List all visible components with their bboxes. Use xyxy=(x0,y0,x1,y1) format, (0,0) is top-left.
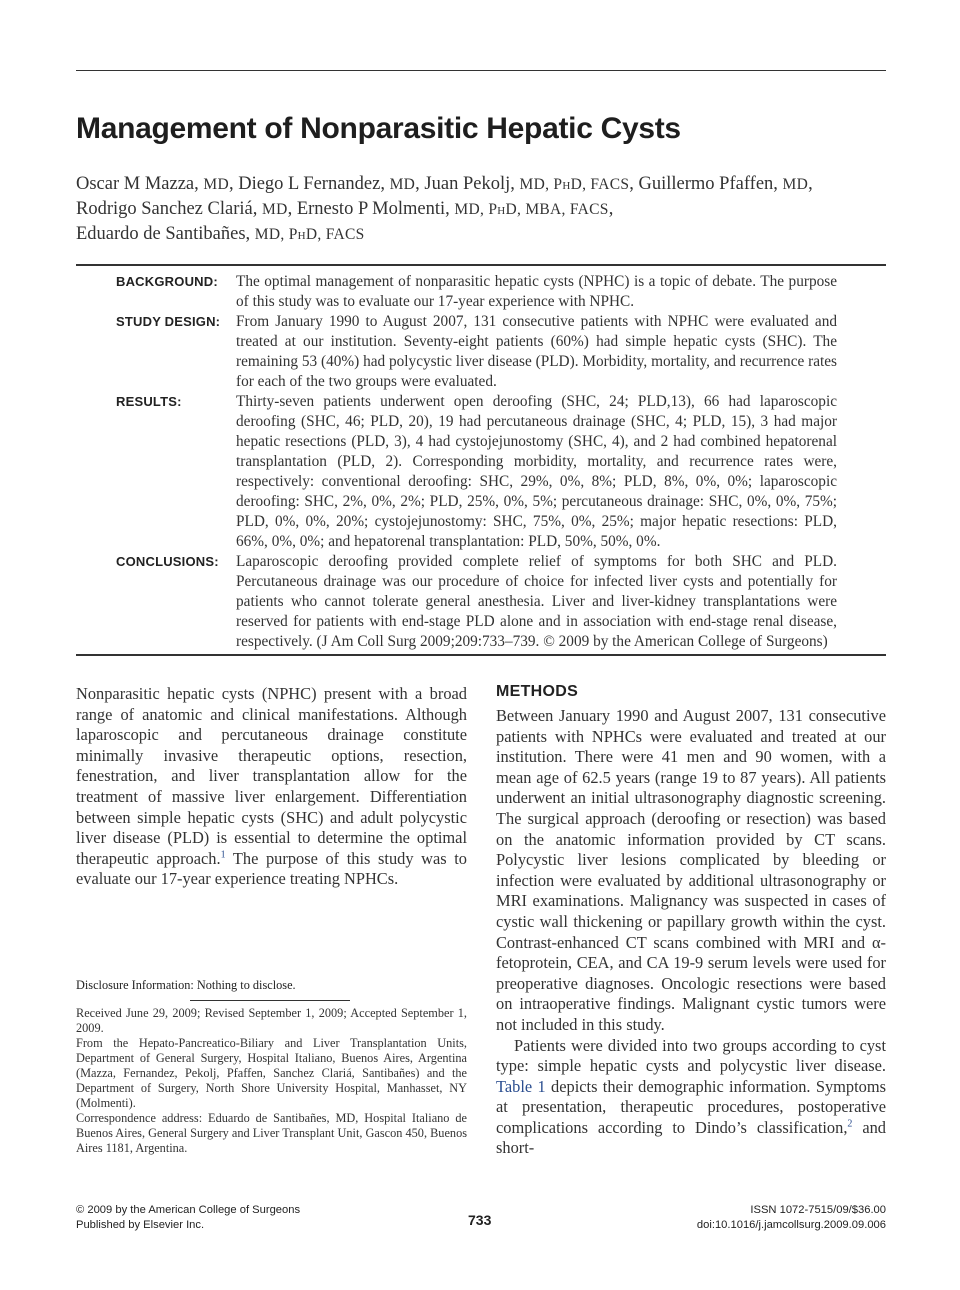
correspondence-address: Correspondence address: Eduardo de Santibañes, MD, Hospital Italiano de Buenos Aires, General Surgery and Liver Transplant Unit, Gascon 450, Buenos Aires 1181, Argentina. xyxy=(76,1111,467,1155)
methods-paragraph-2: Patients were divided into two groups according to cyst type: simple hepatic cysts and polycystic liver disease. Table 1 depicts their demographic information. Symptoms at presentation, therapeutic procedures, postoperative complications according to Dindo’s classification,$^2$ and short- xyxy=(496,1035,886,1158)
article-footnotes xyxy=(76,1006,467,1156)
conclusions-label: CONCLUSIONS: xyxy=(116,554,219,569)
results-label: RESULTS: xyxy=(116,394,182,409)
author-line-3: Eduardo de Santibañes, MD, PhD, FACS xyxy=(76,224,365,244)
study-design-text: From January 1990 to August 2007, 131 consecutive patients with NPHC were evaluated and treated at our institution. Seventy-eight patients (60%) had simple hepatic cysts (SHC). The remaining 53 (40%) had polycystic liver disease (PLD). Morbidity, mortality, and recurrence rates for each of the two groups were evaluated. xyxy=(236,313,837,390)
reference-2-link[interactable]: 2 xyxy=(847,1118,853,1130)
page-footer xyxy=(76,1203,886,1235)
methods-body xyxy=(496,706,886,1159)
author-line-1: Oscar M Mazza, MD, Diego L Fernandez, MD, Juan Pekolj, MD, PhD, FACS, Guillermo Pfaffen, MD, xyxy=(76,174,813,194)
top-rule xyxy=(76,70,886,71)
reference-1-link[interactable]: 1 xyxy=(220,849,226,861)
abstract-box xyxy=(76,264,886,656)
methods-heading: METHODS xyxy=(496,683,579,700)
author-list xyxy=(76,172,886,247)
background-text: The optimal management of nonparasitic hepatic cysts (NPHC) is a topic of debate. The purpose of this study was to evaluate our 17-year experience with NPHC. xyxy=(236,273,837,310)
introduction-paragraph: Nonparasitic hepatic cysts (NPHC) present with a broad range of anatomic and clinical manifestations. Although laparoscopic and percutaneous drainage constitute minimally invasive therapeutic options, resection, fenestration, and liver transplantation allow for the treatment of massive liver enlargement. Differentiation between simple hepatic cysts (SHC) and adult polycystic liver disease (PLD) is essential to determine the optimal therapeutic approach.$^1$ The purpose of this study was to evaluate our 17-year experience treating NPHCs. xyxy=(76,684,467,889)
footnote-rule xyxy=(190,1000,350,1001)
doi[interactable]: doi:10.1016/j.jamcollsurg.2009.09.006 xyxy=(696,1219,886,1231)
article-title: Management of Nonparasitic Hepatic Cysts xyxy=(76,112,681,145)
author-line-2: Rodrigo Sanchez Clariá, MD, Ernesto P Molmenti, MD, PhD, MBA, FACS, xyxy=(76,199,614,219)
table-1-link[interactable]: Table 1 xyxy=(496,1076,546,1096)
conclusions-text: Laparoscopic deroofing provided complete relief of symptoms for both SHC and PLD. Percutaneous drainage was our procedure of choice for infected liver cysts and potentially for patients who cannot tolerate general anesthesia. Liver and liver-kidney transplantations were reserved for patients with end-stage PLD alone and in association with end-stage renal disease, respectively. (J Am Coll Surg 2009;209:733–739. © 2009 by the American College of Surgeons) xyxy=(236,553,837,650)
page-number: 733 xyxy=(468,1212,492,1228)
issn: ISSN 1072-7515/09/$36.00 xyxy=(750,1204,886,1216)
publisher-name: Published by Elsevier Inc. xyxy=(76,1219,205,1231)
footer-right xyxy=(697,1203,886,1233)
study-design-label: STUDY DESIGN: xyxy=(116,314,221,329)
received-dates: Received June 29, 2009; Revised September 1, 2009; Accepted September 1, 2009. xyxy=(76,1006,467,1035)
results-text: Thirty-seven patients underwent open deroofing (SHC, 24; PLD,13), 66 had laparoscopic deroofing (SHC, 46; PLD, 20), 19 had percutaneous drainage (SHC, 4; PLD, 15), 3 had major hepatic resections (PLD, 3), 4 had cystojejunostomy (SHC, 4), and 2 had combined hepatorenal transplantation (PLD, 2). Corresponding morbidity, mortality, and recurrence rates were, respectively: conventional deroofing: SHC, 29%, 0%, 8%; PLD, 8%, 0%, 0%; laparoscopic deroofing: SHC, 2%, 0%, 2%; PLD, 25%, 0%, 5%; percutaneous drainage: SHC, 0%, 0%, 75%; PLD, 0%, 0%, 20%; cystojejunostomy: SHC, 75%, 0%, 25%; major hepatic resections: PLD, 66%, 0%, 0%; and hepatorenal transplantation: PLD, 50%, 50%, 0%. xyxy=(236,393,837,550)
copyright-notice: © 2009 by the American College of Surgeons xyxy=(76,1204,301,1216)
methods-paragraph-1: Between January 1990 and August 2007, 131 consecutive patients with NPHCs were evaluated and treated at our institution. There were 41 men and 90 women, with a mean age of 62.5 years (range 19 to 87 years). All patients underwent an initial ultrasonography diagnostic screening. The surgical approach (deroofing or resection) was based on the anatomic information provided by CT scans. Polycystic liver lesions complicated by bleeding or infection were evaluated by additional ultrasonography or MRI examinations. Malignancy was suspected in cases of cystic wall thickening or papillary growth within the cyst. Contrast-enhanced CT scans combined with MRI and α-fetoprotein, CEA, and CA 19-9 serum levels were used for preoperative diagnoses. Oncologic resections were based on intraoperative findings. Malignant cystic tumors were not included in this study. xyxy=(496,706,886,1034)
affiliations: From the Hepato-Pancreatico-Biliary and Liver Transplantation Units, Department of General Surgery, Hospital Italiano, Buenos Aires, Argentina (Mazza, Fernandez, Pekolj, Pfaffen, Sanchez Clariá, Santibañes) and the Department of Surgery, North Shore University Hospital, Manhasset, NY (Molmenti). xyxy=(76,1036,467,1110)
footer-left xyxy=(76,1203,300,1233)
disclosure-note: Disclosure Information: Nothing to disclose. xyxy=(76,978,296,992)
background-label: BACKGROUND: xyxy=(116,274,218,289)
